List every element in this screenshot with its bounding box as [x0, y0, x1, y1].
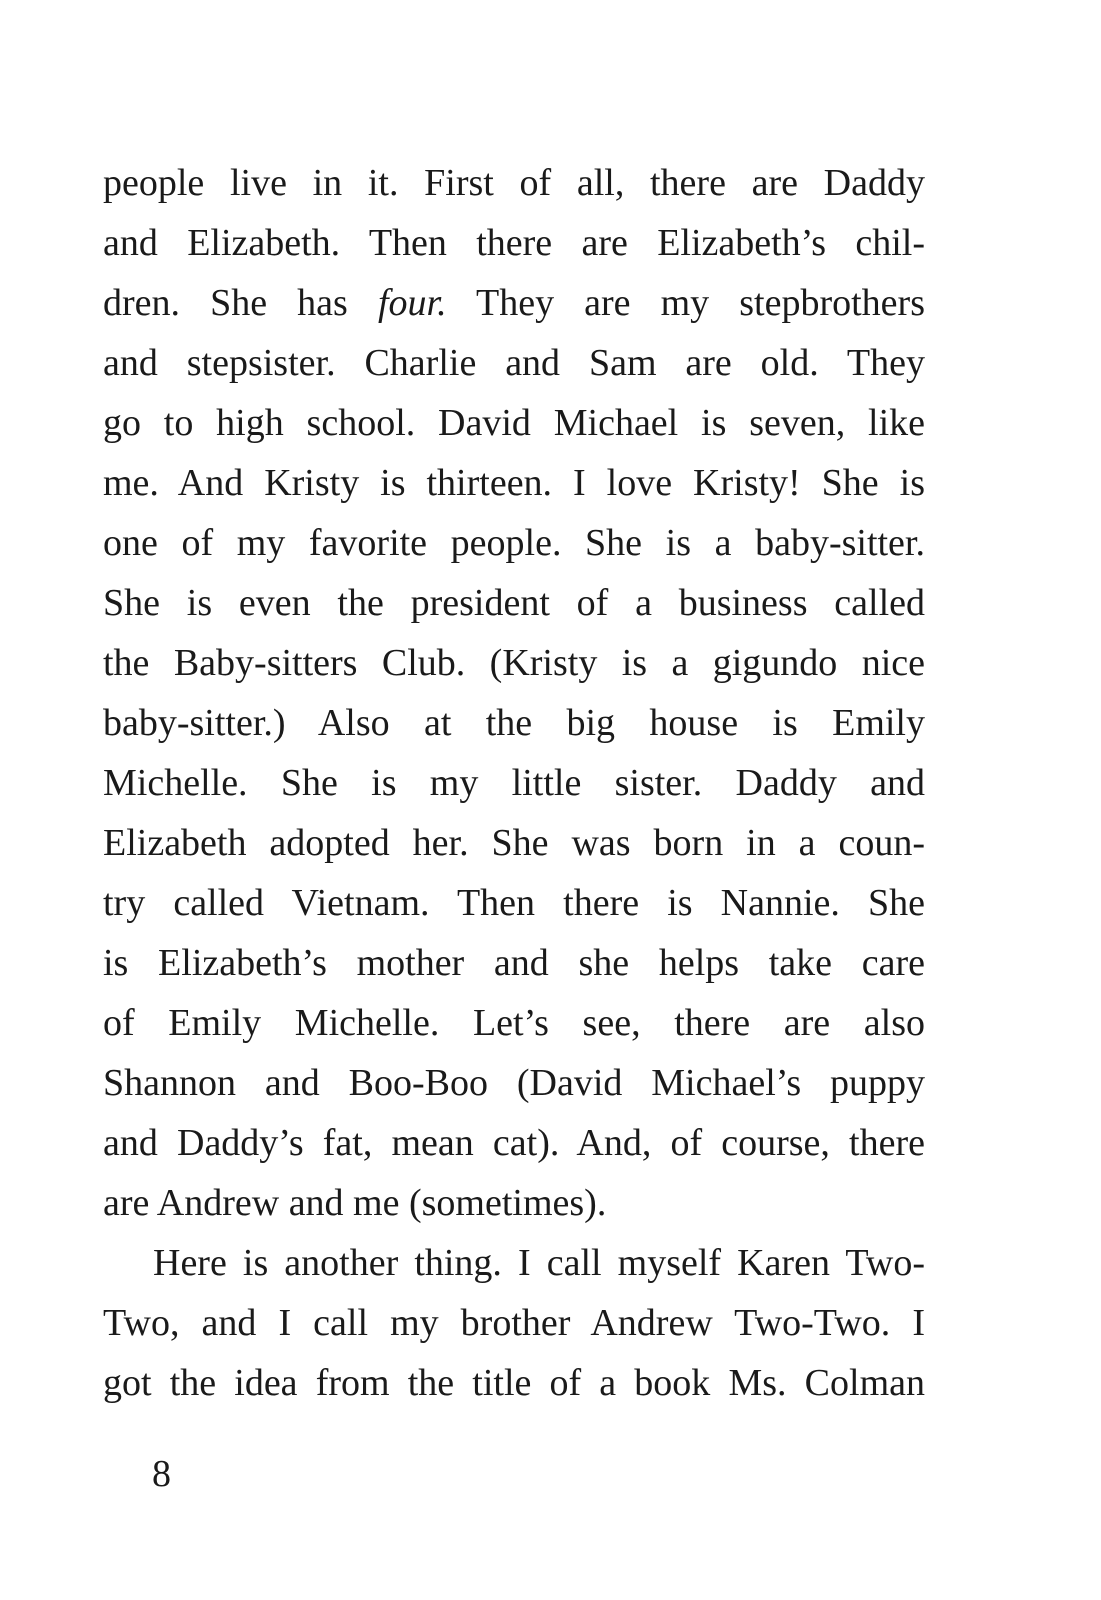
text-line: and Daddy’s fat, mean cat). And, of course, there — [103, 1122, 925, 1164]
text-line: of Emily Michelle. Let’s see, there are also — [103, 1002, 925, 1044]
text-line: the Baby-sitters Club. (Kristy is a gigundo nice — [103, 642, 925, 684]
text-line: Elizabeth adopted her. She was born in a coun- — [103, 822, 925, 864]
text-line: go to high school. David Michael is seven, like — [103, 402, 925, 444]
text-line: baby-sitter.) Also at the big house is Emily — [103, 702, 925, 744]
text-line: is Elizabeth’s mother and she helps take care — [103, 942, 925, 984]
text-line: She is even the president of a business called — [103, 582, 925, 624]
text-line: and stepsister. Charlie and Sam are old. They — [103, 342, 925, 384]
text-line: one of my favorite people. She is a baby-sitter. — [103, 522, 925, 564]
text-line: are Andrew and me (sometimes). — [103, 1182, 607, 1224]
text-line: me. And Kristy is thirteen. I love Kristy! She is — [103, 462, 925, 504]
text-line: people live in it. First of all, there are Daddy — [103, 162, 925, 204]
text-line: Shannon and Boo-Boo (David Michael’s puppy — [103, 1062, 925, 1104]
text-line: Here is another thing. I call myself Karen Two- — [153, 1242, 925, 1284]
page-number: 8 — [152, 1453, 171, 1495]
text-segment: dren. She has — [103, 282, 348, 324]
text-line: Two, and I call my brother Andrew Two-Two. I — [103, 1302, 925, 1344]
italic-word: four. — [377, 282, 447, 324]
text-line: try called Vietnam. Then there is Nannie. She — [103, 882, 925, 924]
text-line: and Elizabeth. Then there are Elizabeth’s chil- — [103, 222, 925, 264]
text-line: got the idea from the title of a book Ms. Colman — [103, 1362, 925, 1404]
text-line: Michelle. She is my little sister. Daddy and — [103, 762, 925, 804]
text-segment: They are my stepbrothers — [475, 282, 925, 324]
body-text — [103, 153, 925, 1413]
text-line — [103, 273, 925, 333]
